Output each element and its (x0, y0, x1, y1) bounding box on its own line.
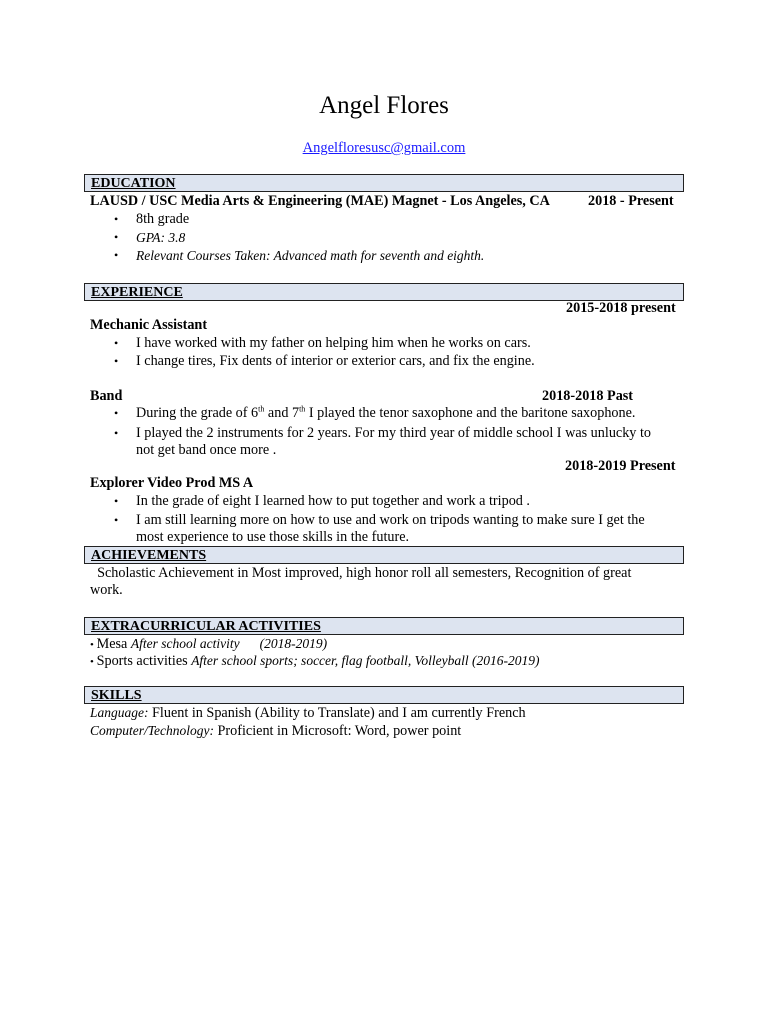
bullet-icon: • (114, 494, 119, 508)
skill-computer: Computer/Technology: Proficient in Microsoft: Word, power point (90, 723, 462, 739)
bullet-icon: • (114, 212, 119, 226)
job-bullet: In the grade of eight I learned how to put together and work a tripod . (136, 493, 530, 509)
bullet-icon: • (114, 426, 119, 440)
skills-heading: SKILLS (91, 688, 142, 703)
job-bullet: I am still learning more on how to use and work on tripods wanting to make sure I get the (136, 512, 645, 528)
job-dates: 2018-2019 Present (565, 458, 676, 474)
bullet-icon: • (114, 230, 119, 244)
resume-name: Angel Flores (319, 92, 449, 119)
email-line (0, 140, 768, 157)
extracurricular-item: • Sports activities After school sports; soccer, flag football, Volleyball (2016-2019) (90, 653, 540, 669)
bullet-icon: • (114, 354, 119, 368)
bullet-icon: • (90, 656, 97, 668)
job-bullet: During the grade of 6th and 7th I played the tenor saxophone and the baritone saxophone. (136, 404, 636, 421)
job-dates: 2018-2018 Past (542, 388, 634, 404)
bullet-icon: • (114, 248, 119, 262)
bullet-icon: • (114, 406, 119, 420)
extracurricular-heading-bar (84, 617, 684, 635)
job-bullet-continued: not get band once more . (136, 442, 277, 458)
experience-heading-bar (84, 283, 684, 301)
job-bullet: I have worked with my father on helping him when he works on cars. (136, 335, 531, 351)
job-bullet: I played the 2 instruments for 2 years. For my third year of middle school I was unlucky to (136, 425, 651, 441)
education-bullet: Relevant Courses Taken: Advanced math for seventh and eighth. (136, 248, 485, 263)
bullet-icon: • (114, 336, 119, 350)
email-link[interactable]: Angelfloresusc@gmail.com (302, 140, 466, 156)
education-heading-bar (84, 174, 684, 192)
bullet-icon: • (114, 513, 119, 527)
skills-heading-bar (84, 686, 684, 704)
experience-heading: EXPERIENCE (91, 285, 183, 300)
education-dates: 2018 - Present (588, 193, 674, 209)
achievements-text-continued: work. (90, 582, 123, 598)
bullet-icon: • (90, 639, 97, 651)
extracurricular-heading: EXTRACURRICULAR ACTIVITIES (91, 619, 321, 634)
extracurricular-item: • Mesa After school activity (2018-2019) (90, 636, 328, 652)
achievements-heading: ACHIEVEMENTS (91, 548, 207, 563)
achievements-text: Scholastic Achievement in Most improved, high honor roll all semesters, Recognition of great (90, 565, 632, 581)
education-heading: EDUCATION (91, 176, 176, 191)
education-school: LAUSD / USC Media Arts & Engineering (MAE) Magnet - Los Angeles, CA (90, 193, 550, 209)
job-dates: 2015-2018 present (566, 300, 676, 316)
job-bullet-continued: most experience to use those skills in the future. (136, 529, 410, 545)
job-bullet: I change tires, Fix dents of interior or exterior cars, and fix the engine. (136, 353, 535, 369)
job-title: Mechanic Assistant (90, 317, 208, 333)
job-title: Band (90, 388, 123, 404)
achievements-heading-bar (84, 546, 684, 564)
education-bullet: GPA: 3.8 (136, 230, 186, 245)
job-title: Explorer Video Prod MS A (90, 475, 254, 491)
skill-language: Language: Fluent in Spanish (Ability to Translate) and I am currently French (90, 705, 526, 721)
education-bullet: 8th grade (136, 211, 190, 227)
